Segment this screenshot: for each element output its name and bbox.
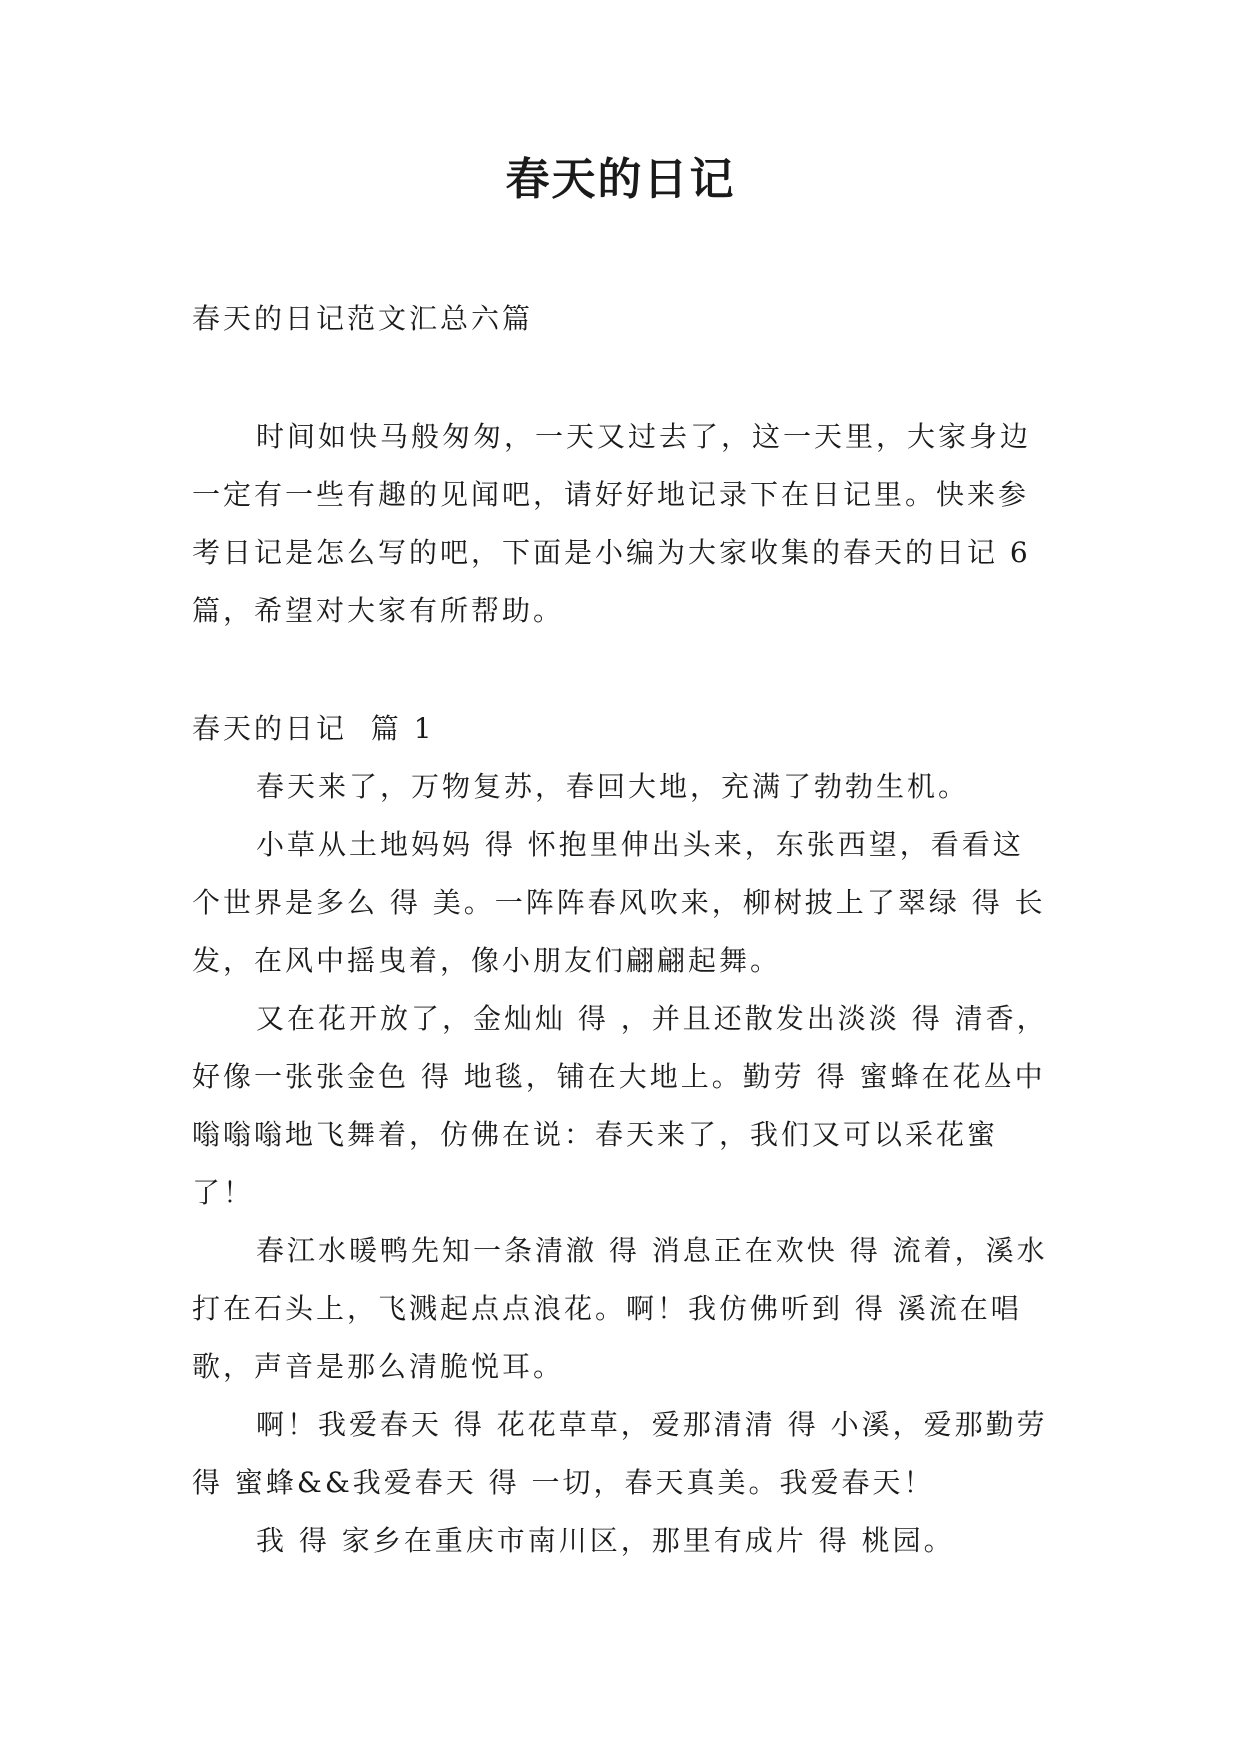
document-subtitle: 春天的日记范文汇总六篇: [192, 302, 534, 335]
body-paragraph: 春天来了，万物复苏，春回大地，充满了勃勃生机。: [256, 770, 970, 803]
body-paragraph: 我 得 家乡在重庆市南川区，那里有成片 得 桃园。: [256, 1524, 955, 1557]
body-paragraph: 啊！我爱春天 得 花花草草，爱那清清 得 小溪，爱那勤劳 得 蜜蜂&&我爱春天 得 一切，春天真美。我爱春天！: [192, 1408, 1048, 1499]
document-title: 春天的日记: [505, 154, 736, 205]
body-paragraph: 春江水暖鸭先知一条清澈 得 消息正在欢快 得 流着，溪水打在石头上，飞溅起点点浪花。啊！我仿佛听到 得 溪流在唱歌，声音是那么清脆悦耳。: [192, 1234, 1048, 1383]
body-paragraph: 又在花开放了，金灿灿 得 ，并且还散发出淡淡 得 清香，好像一张张金色 得 地毯，铺在大地上。勤劳 得 蜜蜂在花丛中嗡嗡嗡地飞舞着，仿佛在说：春天来了，我们又可以采花蜜了！: [192, 1002, 1048, 1209]
document-body: [192, 290, 1052, 1570]
body-paragraph: 小草从土地妈妈 得 怀抱里伸出头来，东张西望，看看这个世界是多么 得 美。一阵阵春风吹来，柳树披上了翠绿 得 长发，在风中摇曳着，像小朋友们翩翩起舞。: [192, 828, 1046, 977]
section-heading: 春天的日记 篇 1: [192, 712, 435, 745]
intro-paragraph: 时间如快马般匆匆，一天又过去了，这一天里，大家身边一定有一些有趣的见闻吧，请好好地记录下在日记里。快来参考日记是怎么写的吧，下面是小编为大家收集的春天的日记 6 篇，希望对大家有所帮助。: [192, 420, 1032, 627]
